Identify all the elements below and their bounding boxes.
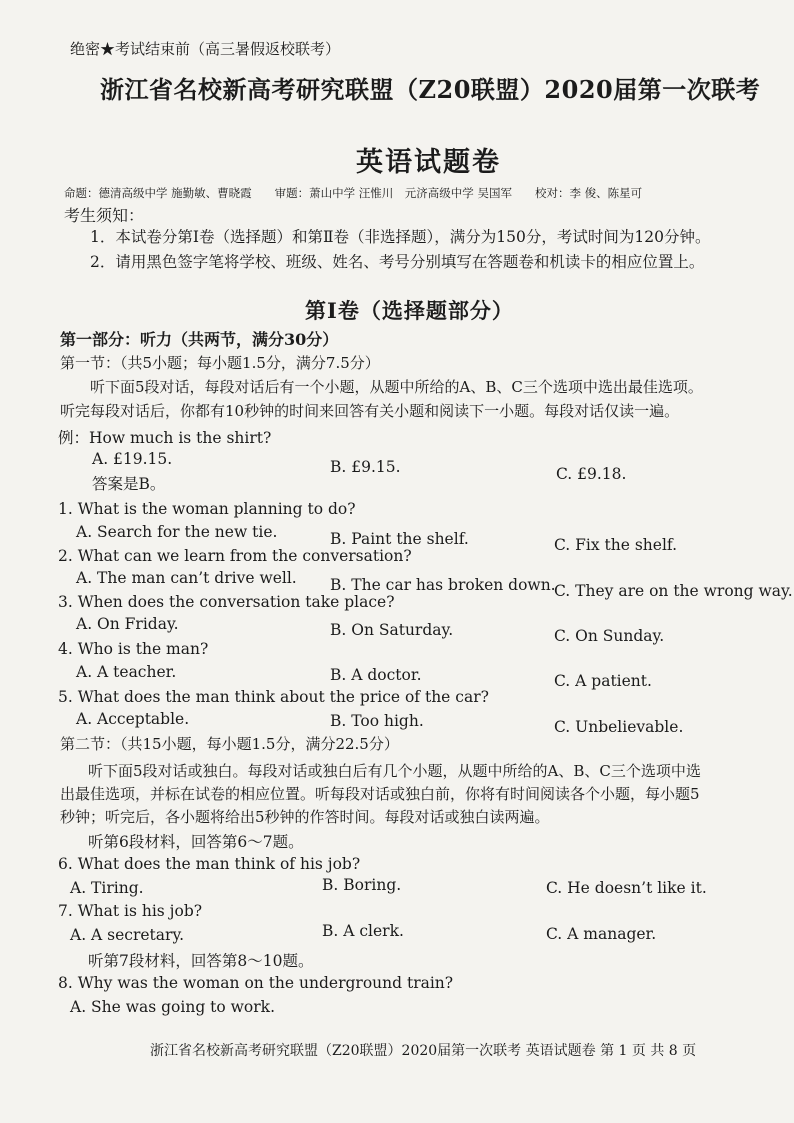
- question: 3. When does the conversation take place?: [58, 593, 395, 611]
- option-c: C. He doesn’t like it.: [546, 879, 707, 897]
- option-a: A. £19.15.: [92, 450, 173, 468]
- option-a: A. Search for the new tie.: [76, 523, 278, 541]
- option-a: A. On Friday.: [76, 615, 179, 633]
- sec2-instruction: 出最佳选项，并标在试卷的相应位置。听每段对话或独白前，你将有时间阅读各个小题，每小题5: [60, 785, 700, 803]
- option-a: A. Acceptable.: [76, 710, 190, 728]
- option-b: B. Boring.: [322, 876, 402, 894]
- section-title: 第Ⅰ卷（选择题部分）: [305, 298, 514, 323]
- sec2-instruction: 听下面5段对话或独白。每段对话或独白后有几个小题，从题中所给的A、B、C三个选项中选: [88, 762, 701, 780]
- exam-title: 浙江省名校新高考研究联盟（Z20联盟）2020届第一次联考: [100, 75, 761, 104]
- notice-item: 1．本试卷分第Ⅰ卷（选择题）和第Ⅱ卷（非选择题），满分为150分，考试时间为120分钟。: [90, 228, 711, 246]
- sec1-instruction: 听下面5段对话，每段对话后有一个小题，从题中所给的A、B、C三个选项中选出最佳选项。: [90, 378, 703, 396]
- page-footer: 浙江省名校新高考研究联盟（Z20联盟）2020届第一次联考 英语试题卷 第 1 页 共 8 页: [150, 1043, 697, 1059]
- example-question: 例：How much is the shirt?: [58, 429, 272, 447]
- option-a: A. A teacher.: [76, 663, 177, 681]
- notice-heading: 考生须知：: [64, 206, 145, 225]
- question: 5. What does the man think about the price of the car?: [58, 688, 489, 706]
- question: 2. What can we learn from the conversation?: [58, 547, 412, 565]
- material-note: 听第7段材料，回答第8～10题。: [88, 952, 314, 970]
- option-b: B. The car has broken down.: [330, 576, 556, 594]
- sec2-instruction: 秒钟；听完后，各小题将给出5秒钟的作答时间。每段对话或独白读两遍。: [60, 808, 550, 826]
- question: 1. What is the woman planning to do?: [58, 500, 356, 518]
- question: 6. What does the man think of his job?: [58, 855, 361, 873]
- option-c: C. On Sunday.: [554, 627, 665, 645]
- example-answer: 答案是B。: [92, 475, 166, 493]
- option-b: B. £9.15.: [330, 458, 401, 476]
- option-b: B. A doctor.: [330, 666, 422, 684]
- notice-item: 2．请用黑色签字笔将学校、班级、姓名、考号分别填写在答题卷和机读卡的相应位置上。: [90, 253, 705, 271]
- material-note: 听第6段材料，回答第6～7题。: [88, 833, 304, 851]
- confidential-note: 绝密★考试结束前（高三暑假返校联考）: [70, 40, 341, 58]
- exam-subtitle: 英语试题卷: [356, 147, 501, 178]
- option-b: B. Too high.: [330, 712, 424, 730]
- option-a: A. Tiring.: [70, 879, 144, 897]
- question: 8. Why was the woman on the underground train?: [58, 974, 454, 992]
- option-a: A. A secretary.: [70, 926, 185, 944]
- option-c: C. A manager.: [546, 925, 657, 943]
- credits-line: 命题：德清高级中学 施勤敏、曹晓霞 审题：萧山中学 汪惟川 元济高级中学 吴国军 校对：李 俊、陈星可: [64, 186, 643, 200]
- option-c: C. A patient.: [554, 672, 652, 690]
- question: 4. Who is the man?: [58, 640, 209, 658]
- option-b: B. On Saturday.: [330, 621, 454, 639]
- option-b: B. Paint the shelf.: [330, 530, 469, 548]
- sec1-title: 第一节：（共5小题；每小题1.5分，满分7.5分）: [60, 354, 380, 372]
- option-c: C. Unbelievable.: [554, 718, 684, 736]
- option-b: B. A clerk.: [322, 922, 404, 940]
- option-a: A. She was going to work.: [70, 998, 275, 1016]
- part-title: 第一部分：听力（共两节，满分30分）: [60, 330, 339, 349]
- option-a: A. The man can’t drive well.: [76, 569, 297, 587]
- sec1-instruction: 听完每段对话后，你都有10秒钟的时间来回答有关小题和阅读下一小题。每段对话仅读一遍。: [60, 402, 680, 420]
- option-c: C. Fix the shelf.: [554, 536, 678, 554]
- question: 7. What is his job?: [58, 902, 203, 920]
- option-c: C. £9.18.: [556, 465, 627, 483]
- option-c: C. They are on the wrong way.: [554, 582, 793, 600]
- sec2-title: 第二节：（共15小题，每小题1.5分，满分22.5分）: [60, 735, 399, 753]
